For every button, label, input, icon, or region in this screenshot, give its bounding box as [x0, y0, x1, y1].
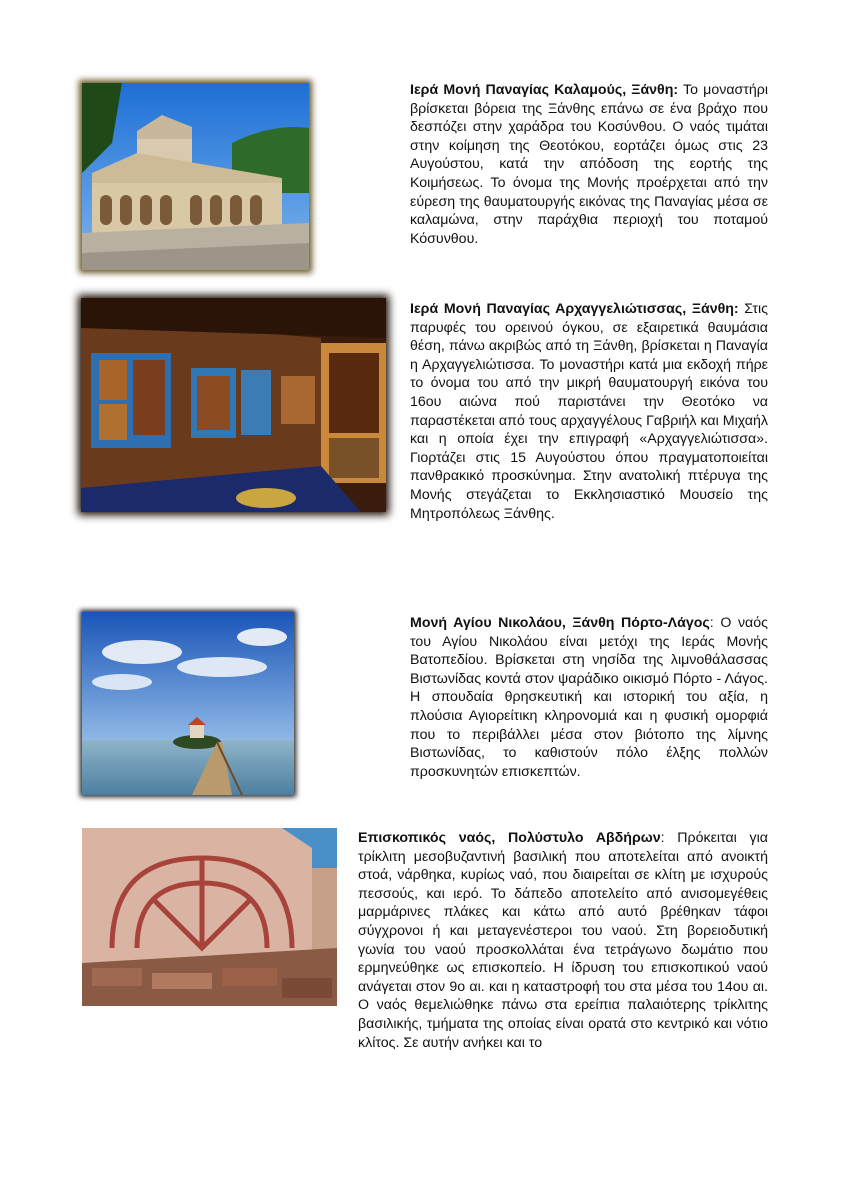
monastery-exterior-image [82, 83, 309, 270]
agios-nikolaos-photo [82, 612, 294, 795]
monastery-kalamou-photo [82, 83, 309, 270]
entry-body: : Πρόκειται για τρίκλιτη μεσοβυζαντινή βασιλική που αποτελείται από ανοικτή στοά, νάρθηκα, κυρίως ναό, που διαιρείται σε κλίτη με ισχυρούς πεσσούς, και ιερό. Το δάπεδο αποτελείτο από ανισομεγέθεις μαρμάρινες πλάκες και κάτω από αυτό βρέθηκαν τάφοι σύγχρονοι ή και μεταγενέστεροι του ναού. Στη βορειοδυτική γωνία του ναού προσκολλάται ένα τετράγωνο δωμάτιο που ερμηνεύθηκε ως επισκοπείο. Η ίδρυση του επισκοπικού ναού ανάγεται στον 9ο αι. και η καταστροφή του στα μέσα του 14ου αι. Ο ναός θεμελιώθηκε πάνω στα ερείπια παλαιότερης τρίκλιτης βασιλικής, τμήματα της οποίας είναι ορατά στο κεντρικό και νότιο κλίτος. Σε αυτήν ανήκει και το [358, 830, 769, 1051]
entry-body: Το μοναστήρι βρίσκεται βόρεια της Ξάνθης επάνω σε ένα βράχο που δεσπόζει στην χαράδρα του Κοσύνθου. Ο ναός τιμάται στην κοίμηση της Θεοτόκου, εορτάζει όμως στις 23 Αυγούστου, κατά την απόδοση της εορτής της Κοιμήσεως. Το όνομα της Μονής προέρχεται από την εύρεση της θαυματουργής εικόνας της Παναγίας μέσα σε καλαμώνα, στην παράχθια περιοχή του ποταμού Κόσυνθου. [410, 82, 768, 247]
entry-title: Ιερά Μονή Παναγίας Καλαμούς, Ξάνθη: [410, 82, 679, 98]
entry-agios-nikolaos-text [410, 614, 768, 781]
entry-title: Ιερά Μονή Παναγίας Αρχαγγελιώτισσας, Ξάνθη: [410, 301, 739, 317]
lake-island-image [82, 612, 294, 795]
episkopikos-naos-photo [82, 828, 337, 1006]
church-interior-image [81, 298, 386, 512]
entry-kalamou-text [410, 81, 768, 248]
entry-title: Μονή Αγίου Νικολάου, Ξάνθη Πόρτο-Λάγος [410, 615, 710, 631]
monastery-archangeliotissa-photo [81, 298, 386, 512]
entry-title: Επισκοπικός ναός, Πολύστυλο Αβδήρων [358, 830, 661, 846]
entry-body: Στις παρυφές του ορεινού όγκου, σε εξαιρετικά θαυμάσια θέση, πάνω ακριβώς από τη Ξάνθη, βρίσκεται η Παναγία η Αρχαγγελιώτισσα. Το μοναστήρι κατά μια εκδοχή πήρε το όνομα του από την μικρή θαυματουργή εικόνα του 16ου αιώνα πού παριστάνει την Θεοτόκο να παραστέκεται από τους αρχαγγέλους Γαβριήλ και Μιχαήλ και η οποία έχει την επιγραφή «Αρχαγγελιώτισσα». Γιορτάζει στις 15 Αυγούστου όπου πραγματοποιείται πανθρακικό προσκύνημα. Στην ανατολική πτέρυγα της Μονής στεγάζεται το Εκκλησιαστικό Μουσείο της Μητροπόλεως Ξάνθης. [410, 301, 768, 522]
entry-body: : Ο ναός του Αγίου Νικολάου είναι μετόχι της Ιεράς Μονής Βατοπεδίου. Βρίσκεται στη νησίδα της λιμνοθάλασσας Βιστωνίδας κοντά στον ψαράδικο οικισμό Πόρτο - Λάγος. Η σπουδαία θρησκευτική και ιστορική του αξία, η πλούσια Αγιορείτικη κληρονομιά και η φυσική ομορφιά που το περιβάλλει μέσα στον βιότοπο της λίμνης Βιστωνίδας, το καθιστούν πόλο έλξης πολλών προσκυνητών επισκεπτών. [410, 615, 768, 780]
entry-archangeliotissa-text [410, 300, 768, 523]
entry-episkopikos-text [358, 829, 768, 1052]
fresco-ruins-image [82, 828, 337, 1006]
